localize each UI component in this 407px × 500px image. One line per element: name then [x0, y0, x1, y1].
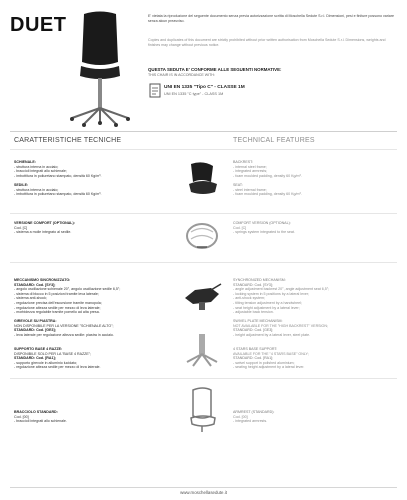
feature-line: - regolazione altezza sedile per mezzo di leva laterale.: [14, 365, 101, 370]
feature-heading: SEAT:: [233, 183, 243, 187]
feature-heading: BACKREST:: [233, 160, 253, 164]
feature-heading: GIREVOLE SU PIASTRA:: [14, 319, 57, 323]
feature-line: - locking system in 5 positions by a lateral lever;: [233, 291, 310, 296]
feature-heading: SCHIENALE:: [14, 160, 36, 164]
feature-heading: BRACCIOLO STANDARD:: [14, 410, 58, 414]
feature-line: - struttura interna in acciaio;: [14, 187, 59, 192]
feature-heading: SUPPORTO BASE 4 RAZZE:: [14, 347, 63, 351]
base-support-image: [181, 330, 223, 368]
feature-line: - integrated armrests.: [233, 419, 268, 424]
section-divider: [10, 378, 397, 379]
certificate-icon: [149, 83, 161, 98]
feature-line: - imbottitura in poliuretano stampato, densità 60 Kg/m³.: [14, 173, 102, 178]
conformity-subtitle: THIS CHAIR IS IN ACCORDANCE WITH:: [148, 73, 215, 77]
feature-standard-code: STANDARD: Cod. [GE3];: [14, 328, 56, 333]
feature-line: DISPONIBILE SOLO PER LA "BASE 4 RAZZE";: [14, 351, 92, 356]
feature-block-armrest-it: [14, 410, 164, 424]
feature-standard-code: STANDARD: Cod. [SY3];: [233, 282, 273, 287]
feature-line: NOT AVAILABLE FOR THE "HIGH BACKREST" VERSION;: [233, 323, 328, 328]
feature-line: - regolazione altezza sedile per mezzo di leva laterale;: [14, 305, 101, 310]
feature-line: - morbidezza regolabile tramite pomello ad alta presa.: [14, 310, 100, 315]
feature-line: - sistema a molle integrato al sedile.: [14, 230, 72, 235]
feature-block-comfort-en: [233, 221, 393, 235]
section-title-en: TECHNICAL FEATURES: [233, 137, 315, 144]
feature-block-base-en: [233, 347, 393, 370]
feature-line: - tilting tension adjustment by a handwheel;: [233, 300, 302, 305]
feature-line: - steel internal frame;: [233, 187, 267, 192]
feature-block-seat-en: [233, 183, 393, 197]
section-divider: [10, 262, 397, 263]
feature-heading: 4 STARS BASE SUPPORT:: [233, 347, 278, 351]
footer-divider: [10, 487, 397, 488]
feature-standard-code: STANDARD: Cod. [RA1];: [233, 356, 274, 361]
legal-notice-en: Copies and duplicates of this document are strictly prohibited without prior written authorisation from Moschella Sedute S.r.l. Dimensions, weights and finishes may change without previous notice.: [148, 38, 386, 47]
feature-line: - adjustable back tension.: [233, 310, 274, 315]
feature-line: Cod. [C]: [14, 225, 28, 230]
chair-hero-image: [62, 10, 138, 130]
feature-line: - foam moulded padding, density 60 Kg/m³.: [233, 192, 302, 197]
section-divider: [10, 149, 397, 150]
feature-line: - supporto girevole in alluminio lucidato;: [14, 360, 78, 365]
feature-line: - springs system integrated to the seat.: [233, 230, 295, 235]
footer-website-link[interactable]: www.moschellasedute.it: [180, 490, 227, 495]
feature-heading: VERSIONE COMFORT (OPTIONAL):: [14, 221, 75, 225]
feature-line: - regolazione precisa dell'escursione tramite manopola;: [14, 300, 102, 305]
feature-line: NON DISPONIBILE PER LA VERSIONE "SCHIENALE ALTO";: [14, 323, 114, 328]
feature-line: - seating height adjustment by a lateral lever.: [233, 365, 305, 370]
mechanism-image: [181, 272, 223, 314]
feature-standard-code: STANDARD: Cod. [SY3];: [14, 282, 56, 287]
feature-line: Cod. [00]: [14, 414, 29, 419]
feature-line: - swivel support in polished aluminium;: [233, 360, 295, 365]
comfort-springs-image: [181, 217, 223, 255]
feature-line: Cod. [00]: [233, 414, 248, 419]
section-title-it: CARATTERISTICHE TECNICHE: [14, 137, 122, 144]
feature-line: - imbottitura in poliuretano stampato, densità 60 Kg/m³.: [14, 192, 102, 197]
feature-line: - anti-shock system;: [233, 296, 265, 301]
feature-heading: SEDILE:: [14, 183, 29, 187]
feature-block-armrest-en: [233, 410, 393, 424]
feature-line: - angle adjustment backrest 20°, angle adjustment seat 6,5°;: [233, 287, 330, 292]
feature-line: - foam moulded padding, density 60 Kg/m³.: [233, 173, 302, 178]
feature-line: Cod. [C]: [233, 225, 247, 230]
feature-heading: SYNCHRONIZED MECHANISM:: [233, 278, 286, 282]
backrest-seat-image: [181, 158, 223, 200]
feature-block-base-it: [14, 347, 164, 370]
certification-line-en: UNI EN 1335 "C type" - CLASS 1M: [164, 92, 224, 96]
feature-line: - integrated armrests;: [233, 169, 268, 174]
feature-line: - internal steel frame;: [233, 164, 267, 169]
feature-line: - leva laterale per regolazione altezza sedile: piastra in acciaio.: [14, 332, 114, 337]
feature-heading: MECCANISMO SINCRONIZZATO:: [14, 278, 71, 282]
feature-block-swivel-en: [233, 319, 393, 337]
feature-standard-code: STANDARD: Cod. [GE3];: [233, 328, 274, 333]
feature-heading: ARMREST (STANDARD):: [233, 410, 275, 414]
feature-block-backrest-it: [14, 160, 164, 178]
feature-block-backrest-en: [233, 160, 393, 178]
feature-line: - struttura interna in acciaio;: [14, 164, 59, 169]
feature-heading: COMFORT VERSION (OPTIONAL):: [233, 221, 291, 225]
brand-title: DUET: [10, 14, 67, 36]
feature-line: - sistema di blocco in 5 posizioni tramite leva laterale;: [14, 291, 99, 296]
armrest-image: [181, 384, 223, 434]
feature-line: - braccioli integrati allo schienale.: [14, 419, 67, 424]
conformity-title: QUESTA SEDUTA E' CONFORME ALLE SEGUENTI NORMATIVE:: [148, 67, 282, 72]
certification-line: UNI EN 1335 "Tipo C" - CLASSE 1M: [164, 85, 245, 90]
feature-line: - seat height adjustment by a lateral lever;: [233, 305, 300, 310]
feature-block-comfort-it: [14, 221, 164, 235]
feature-heading: SWIVEL PLATE MECHANISM:: [233, 319, 283, 323]
feature-line: - braccioli integrati allo schienale;: [14, 169, 67, 174]
feature-block-swivel-it: [14, 319, 164, 337]
feature-line: - height adjustment by a lateral lever, steel plate.: [233, 332, 311, 337]
feature-block-mechanism-it: [14, 278, 164, 315]
section-divider: [10, 131, 397, 132]
feature-line: AVAILABLE FOR THE "4 STARS BASE" ONLY;: [233, 351, 309, 356]
feature-block-seat-it: [14, 183, 164, 197]
feature-line: - angolo oscillazione schienale 20°, angolo oscillazione sedile 6,5°;: [14, 287, 121, 292]
feature-block-mechanism-en: [233, 278, 393, 315]
legal-notice-it: E' vietata la riproduzione del seguente documento senza previa autorizzazione scritta di Moschella Sedute S.r.l. Dimensioni, pesi e finiture possono variare senza alcun preavviso.: [148, 14, 394, 23]
feature-line: - sistema anti-shock;: [14, 296, 47, 301]
section-divider: [10, 213, 397, 214]
feature-standard-code: STANDARD: Cod. [RA1];: [14, 356, 56, 361]
